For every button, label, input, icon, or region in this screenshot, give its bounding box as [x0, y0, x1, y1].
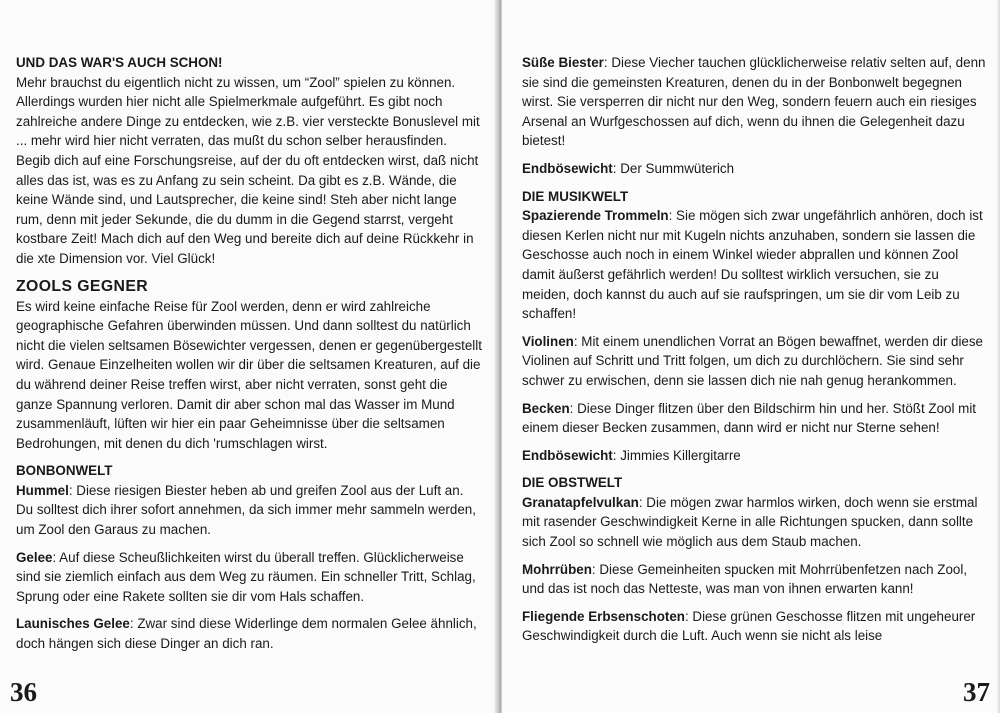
entry-gelee — [16, 548, 484, 607]
heading-bonbonwelt: BONBONWELT — [16, 463, 113, 479]
term-launisches-gelee: Launisches Gelee — [16, 616, 130, 632]
heading-obstwelt: DIE OBSTWELT — [522, 475, 623, 491]
text-erbsenschoten: : Diese grünen Geschosse flitzen mit ungeheurer Geschwindigkeit durch die Luft. Auch wenn sie nicht als leise — [522, 608, 976, 644]
right-page-content — [522, 53, 990, 654]
entry-violinen — [522, 332, 990, 391]
heading-musikwelt: DIE MUSIKWELT — [522, 188, 629, 204]
text-trommeln: : Sie mögen sich zwar ungefährlich anhören, doch ist diesen Kerlen nicht nur mit Kugeln nichts anzuhaben, sondern sie lassen die Geschosse auch noch in einem Winkel wieder abprallen und können Zool damit äußerst gefährlich werden! Du solltest wirklich versuchen, sie zu meiden, doch kannst du auch auf sie raufspringen, um sie dir vom Leib zu schaffen! — [522, 208, 983, 322]
text-mohrrueben: : Diese Gemeinheiten spucken mit Mohrrübenfetzen nach Zool, und das ist noch das Netteste, was man von ihnen erwarten kann! — [522, 561, 968, 597]
entry-trommeln — [522, 206, 990, 324]
page-edge-shadow — [996, 0, 1000, 713]
entry-suesse-biester — [522, 53, 990, 151]
page-number-right: 37 — [963, 677, 990, 707]
intro-paragraph: Mehr brauchst du eigentlich nicht zu wissen, um “Zool” spielen zu können. Allerdings wurden hier nicht alle Spielmerkmale aufgeführt. Es gibt noch zahlreiche andere Dinge zu entdecken, wie z.B. vier versteckte Bonuslevel mit ... mehr wird hier nicht verraten, das mußt du schon selber herausfinden. Begib dich auf eine Forschungsreise, auf der du oft entdecken wirst, daß nicht alles das ist, was es zu Anfang zu sein scheint. Da gibt es z.B. Wände, die keine Wände sind, und Lautsprecher, die keine sind! Steh aber nicht lange rum, denn mit jeder Sekunde, die du dumm in die Gegend starrst, vergeht kostbare Zeit! Mach dich auf den Weg und bereite dich auf deine Rückkehr in die xte Dimension vor. Viel Glück! — [16, 74, 480, 266]
entry-becken — [522, 399, 990, 438]
entry-mohrrueben — [522, 560, 990, 599]
entry-granatapfel — [522, 493, 990, 552]
entry-hummel — [16, 481, 484, 540]
text-granatapfel: : Die mögen zwar harmlos wirken, doch wenn sie erstmal mit rasender Geschwindigkeit Kerne in alle Richtungen spucken, dann sollte sich Zool so schnell wie möglich aus dem Staub machen. — [522, 494, 978, 550]
text-suesse-biester: : Diese Viecher tauchen glücklicherweise relativ selten auf, denn sie sind die gemeinsten Kreaturen, denen du in der Bonbonwelt begegnen wirst. Sie versperren dir nicht nur den Weg, sondern feuern auch ein riesiges Arsenal an Wurfgeschossen auf dich, wenn du ihnen die Gelegenheit dazu bietest! — [522, 55, 986, 149]
term-violinen: Violinen — [522, 333, 574, 349]
heading-intro: UND DAS WAR'S AUCH SCHON! — [16, 55, 223, 70]
text-launisches-gelee: : Zwar sind diese Widerlinge dem normalen Gelee ähnlich, doch hängen sich diese Dinger an dich ran. — [16, 616, 477, 652]
entry-boss-musik — [522, 446, 990, 466]
term-boss-bonbon: Endbösewicht — [522, 160, 613, 176]
term-mohrrueben: Mohrrüben — [522, 561, 592, 577]
term-suesse-biester: Süße Biester — [522, 55, 604, 70]
term-boss-musik: Endbösewicht — [522, 447, 613, 463]
left-page-content — [16, 53, 484, 662]
heading-enemies: ZOOLS GEGNER — [16, 277, 149, 295]
text-hummel: : Diese riesigen Biester heben ab und greifen Zool aus der Luft an. Du solltest dich ihrer sofort annehmen, da sich immer mehr sammeln werden, um Zool den Garaus zu machen. — [16, 482, 476, 538]
entry-launisches-gelee — [16, 614, 484, 653]
page-number-left: 36 — [10, 677, 37, 707]
enemies-paragraph: Es wird keine einfache Reise für Zool werden, denn er wird zahlreiche geographische Gefahren überwinden müssen. Und dann solltest du natürlich nicht die vielen seltsamen Bösewichter vergessen, denen er gegenübergestellt wird. Genaue Einzelheiten wollen wir dir über die seltsamen Kreaturen, auf die du während deiner Reise treffen wirst, aber nicht verraten, sonst geht die ganze Spannung verloren. Damit dir aber schon mal das Wasser im Mund zusammenläuft, lüften wir hier ein paar Geheimnisse über die seltsamen Bedrohungen, mit denen du dich 'rumschlagen wirst. — [16, 298, 482, 451]
text-becken: : Diese Dinger flitzen über den Bildschirm hin und her. Stößt Zool mit einem dieser Becken zusammen, dann wird er nicht nur Sterne sehen! — [522, 400, 977, 436]
entry-erbsenschoten — [522, 607, 990, 646]
text-gelee: : Auf diese Scheußlichkeiten wirst du überall treffen. Glücklicherweise sind sie ziemlich einfach aus dem Weg zu räumen. Ein schneller Tritt, Schlag, Sprung oder eine Rakete sollten sie dir vom Hals schaffen. — [16, 549, 476, 604]
entry-boss-bonbon — [522, 159, 990, 179]
term-granatapfel: Granatapfelvulkan — [522, 494, 639, 510]
term-gelee: Gelee — [16, 549, 53, 565]
text-boss-bonbon: : Der Summwüterich — [612, 160, 735, 176]
term-becken: Becken — [522, 400, 570, 416]
text-boss-musik: : Jimmies Killergitarre — [612, 447, 741, 463]
term-trommeln: Spazierende Trommeln — [522, 208, 669, 224]
text-violinen: : Mit einem unendlichen Vorrat an Bögen bewaffnet, werden dir diese Violinen auf Schritt und Tritt folgen, um dich zu durchlöchern. Sie sind sehr schwer zu erwischen, denn sie lassen dich nie nah genug herankommen. — [522, 333, 984, 388]
right-page — [502, 0, 1000, 713]
term-hummel: Hummel — [16, 482, 69, 498]
term-erbsenschoten: Fliegende Erbsenschoten — [522, 608, 685, 624]
left-page — [0, 0, 498, 713]
